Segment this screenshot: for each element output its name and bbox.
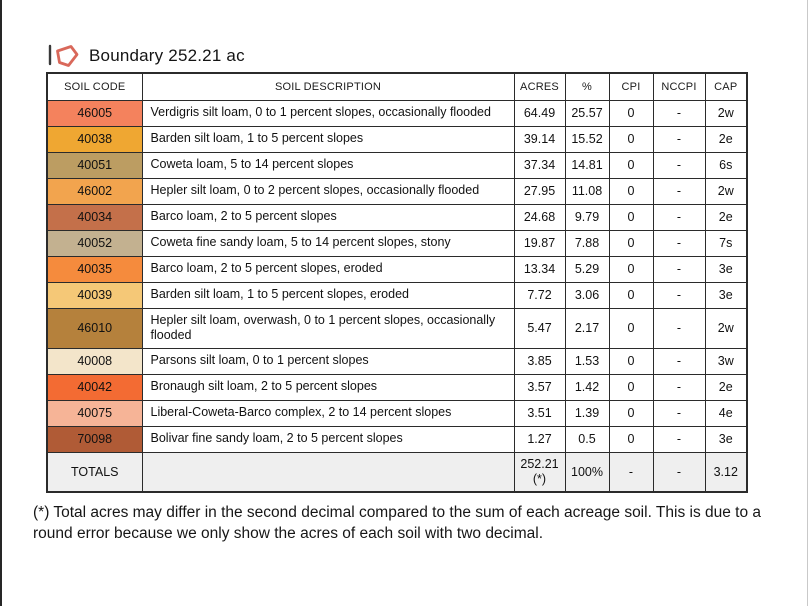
cpi-value: 0: [609, 204, 653, 230]
soil-code-swatch: 40038: [47, 126, 142, 152]
cap-value: 3w: [705, 348, 747, 374]
table-row: [47, 426, 747, 452]
totals-cpi-value: -: [609, 452, 653, 492]
cpi-value: 0: [609, 178, 653, 204]
soil-code-swatch: 40035: [47, 256, 142, 282]
soil-description: Coweta fine sandy loam, 5 to 14 percent slopes, stony: [142, 230, 514, 256]
cpi-value: 0: [609, 426, 653, 452]
totals-label: TOTALS: [47, 452, 142, 492]
soil-code-swatch: 70098: [47, 426, 142, 452]
acres-value: 13.34: [514, 256, 565, 282]
soil-code-swatch: 40075: [47, 400, 142, 426]
percent-value: 2.17: [565, 308, 609, 348]
soil-code-swatch: 46005: [47, 100, 142, 126]
soil-code-swatch: 46010: [47, 308, 142, 348]
col-header-nccpi: NCCPI: [653, 73, 705, 100]
table-row: [47, 282, 747, 308]
cap-value: 2e: [705, 204, 747, 230]
cap-value: 4e: [705, 400, 747, 426]
soil-code-swatch: 46002: [47, 178, 142, 204]
nccpi-value: -: [653, 400, 705, 426]
nccpi-value: -: [653, 348, 705, 374]
table-header-row: [47, 73, 747, 100]
acres-value: 39.14: [514, 126, 565, 152]
totals-row: [47, 452, 747, 492]
soil-description: Barden silt loam, 1 to 5 percent slopes: [142, 126, 514, 152]
percent-value: 7.88: [565, 230, 609, 256]
col-header-cpi: CPI: [609, 73, 653, 100]
cpi-value: 0: [609, 256, 653, 282]
soil-description: Barco loam, 2 to 5 percent slopes, eroded: [142, 256, 514, 282]
table-row: [47, 374, 747, 400]
cpi-value: 0: [609, 374, 653, 400]
soil-survey-table: [46, 72, 748, 493]
cap-value: 2e: [705, 126, 747, 152]
soil-description: Liberal-Coweta-Barco complex, 2 to 14 percent slopes: [142, 400, 514, 426]
col-header-cap: CAP: [705, 73, 747, 100]
totals-nccpi-value: -: [653, 452, 705, 492]
percent-value: 1.39: [565, 400, 609, 426]
cpi-value: 0: [609, 348, 653, 374]
cpi-value: 0: [609, 400, 653, 426]
nccpi-value: -: [653, 282, 705, 308]
percent-value: 0.5: [565, 426, 609, 452]
soil-description: Bronaugh silt loam, 2 to 5 percent slopes: [142, 374, 514, 400]
table-row: [47, 400, 747, 426]
col-header-percent: %: [565, 73, 609, 100]
table-row: [47, 204, 747, 230]
acres-value: 3.85: [514, 348, 565, 374]
cap-value: 2w: [705, 100, 747, 126]
table-row: [47, 100, 747, 126]
col-header-soil-description: SOIL DESCRIPTION: [142, 73, 514, 100]
percent-value: 25.57: [565, 100, 609, 126]
footnote-text: (*) Total acres may differ in the second decimal compared to the sum of each acreage soil. This is due to a round error because we only show the acres of each soil with two decimal.: [33, 504, 762, 542]
soil-description: Verdigris silt loam, 0 to 1 percent slopes, occasionally flooded: [142, 100, 514, 126]
table-row: [47, 308, 747, 348]
soil-description: Coweta loam, 5 to 14 percent slopes: [142, 152, 514, 178]
nccpi-value: -: [653, 308, 705, 348]
table-row: [47, 230, 747, 256]
nccpi-value: -: [653, 152, 705, 178]
totals-cap-value: 3.12: [705, 452, 747, 492]
acres-value: 1.27: [514, 426, 565, 452]
soil-rows-body: [47, 100, 747, 452]
percent-value: 14.81: [565, 152, 609, 178]
percent-value: 3.06: [565, 282, 609, 308]
cap-value: 3e: [705, 426, 747, 452]
cpi-value: 0: [609, 230, 653, 256]
nccpi-value: -: [653, 256, 705, 282]
soil-code-swatch: 40052: [47, 230, 142, 256]
soil-description: Hepler silt loam, overwash, 0 to 1 percent slopes, occasionally flooded: [142, 308, 514, 348]
col-header-acres: ACRES: [514, 73, 565, 100]
soil-description: Barco loam, 2 to 5 percent slopes: [142, 204, 514, 230]
table-row: [47, 152, 747, 178]
soil-description: Hepler silt loam, 0 to 2 percent slopes, occasionally flooded: [142, 178, 514, 204]
acres-value: 24.68: [514, 204, 565, 230]
nccpi-value: -: [653, 126, 705, 152]
cap-value: 7s: [705, 230, 747, 256]
table-row: [47, 348, 747, 374]
boundary-polygon-icon: [47, 42, 81, 70]
percent-value: 1.42: [565, 374, 609, 400]
table-row: [47, 256, 747, 282]
soil-code-swatch: 40051: [47, 152, 142, 178]
soil-code-swatch: 40034: [47, 204, 142, 230]
cap-value: 2e: [705, 374, 747, 400]
col-header-soil-code: SOIL CODE: [47, 73, 142, 100]
acres-value: 7.72: [514, 282, 565, 308]
percent-value: 11.08: [565, 178, 609, 204]
soil-code-swatch: 40008: [47, 348, 142, 374]
totals-description: [142, 452, 514, 492]
nccpi-value: -: [653, 204, 705, 230]
soil-description: Parsons silt loam, 0 to 1 percent slopes: [142, 348, 514, 374]
boundary-header: [47, 42, 245, 70]
cap-value: 2w: [705, 178, 747, 204]
cap-value: 3e: [705, 256, 747, 282]
acres-value: 3.57: [514, 374, 565, 400]
percent-value: 9.79: [565, 204, 609, 230]
nccpi-value: -: [653, 230, 705, 256]
table-row: [47, 126, 747, 152]
acres-value: 5.47: [514, 308, 565, 348]
soil-code-swatch: 40039: [47, 282, 142, 308]
acres-value: 3.51: [514, 400, 565, 426]
nccpi-value: -: [653, 100, 705, 126]
acres-value: 27.95: [514, 178, 565, 204]
boundary-title: Boundary 252.21 ac: [89, 46, 245, 65]
soil-description: Barden silt loam, 1 to 5 percent slopes, eroded: [142, 282, 514, 308]
totals-acres-value: 252.21(*): [514, 452, 565, 492]
nccpi-value: -: [653, 374, 705, 400]
percent-value: 1.53: [565, 348, 609, 374]
cap-value: 6s: [705, 152, 747, 178]
percent-value: 5.29: [565, 256, 609, 282]
cap-value: 3e: [705, 282, 747, 308]
nccpi-value: -: [653, 178, 705, 204]
percent-value: 15.52: [565, 126, 609, 152]
nccpi-value: -: [653, 426, 705, 452]
table-row: [47, 178, 747, 204]
soil-code-swatch: 40042: [47, 374, 142, 400]
cap-value: 2w: [705, 308, 747, 348]
totals-percent-value: 100%: [565, 452, 609, 492]
cpi-value: 0: [609, 126, 653, 152]
acres-value: 64.49: [514, 100, 565, 126]
cpi-value: 0: [609, 282, 653, 308]
cpi-value: 0: [609, 100, 653, 126]
acres-value: 37.34: [514, 152, 565, 178]
soil-description: Bolivar fine sandy loam, 2 to 5 percent slopes: [142, 426, 514, 452]
cpi-value: 0: [609, 308, 653, 348]
cpi-value: 0: [609, 152, 653, 178]
acres-value: 19.87: [514, 230, 565, 256]
